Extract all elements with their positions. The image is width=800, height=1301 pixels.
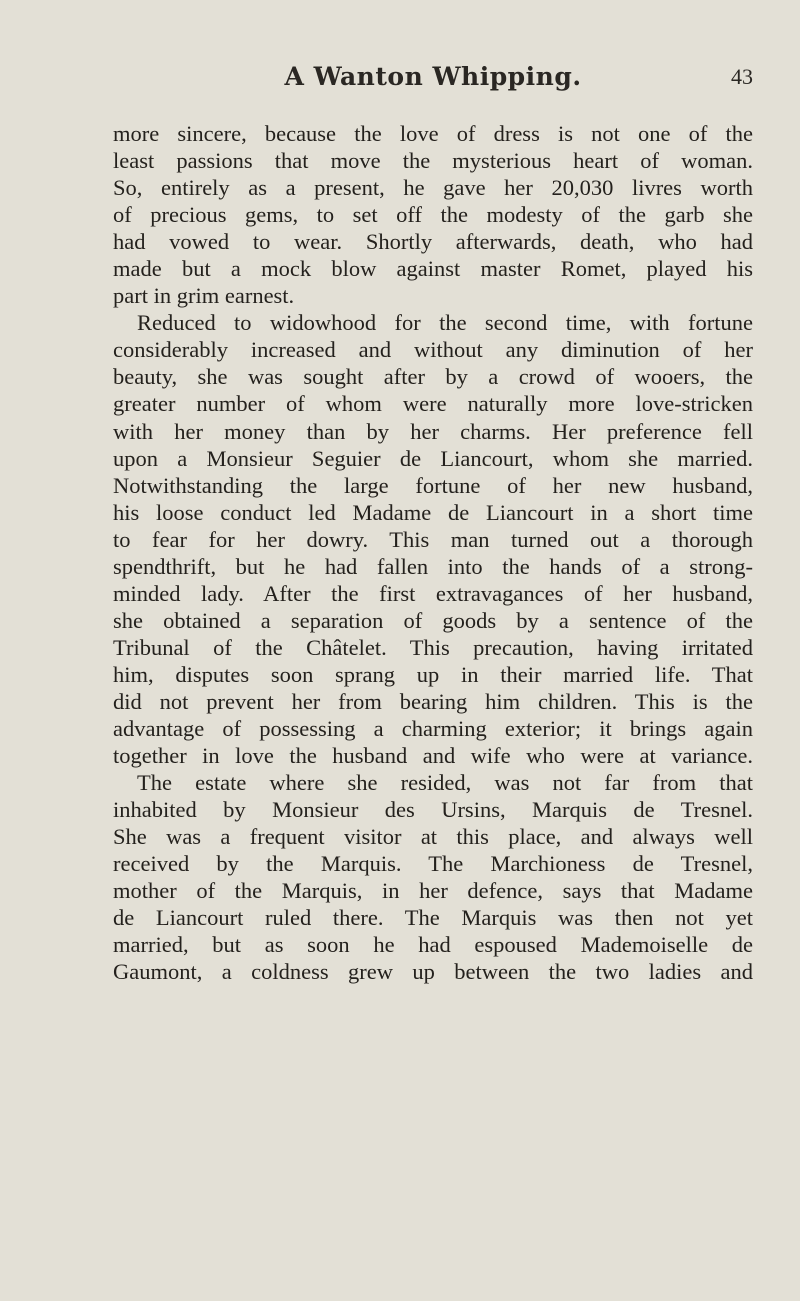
text-line: de Liancourt ruled there. The Marquis was then not yet bbox=[113, 905, 753, 931]
text-line: beauty, she was sought after by a crowd of wooers, the bbox=[113, 364, 753, 390]
page-number: 43 bbox=[731, 64, 753, 89]
text-line: part in grim earnest. bbox=[113, 283, 295, 309]
text-line: of precious gems, to set off the modesty of the garb she bbox=[113, 202, 753, 228]
text-line: made but a mock blow against master Romet, played his bbox=[113, 256, 753, 282]
text-line: to fear for her dowry. This man turned out a thorough bbox=[113, 526, 753, 552]
text-line: with her money than by her charms. Her preference fell bbox=[113, 418, 753, 444]
text-line: least passions that move the mysterious heart of woman. bbox=[113, 148, 753, 174]
text-line: received by the Marquis. The Marchioness de Tresnel, bbox=[113, 851, 753, 877]
text-line: She was a frequent visitor at this place, and always well bbox=[113, 824, 753, 850]
text-line: spendthrift, but he had fallen into the hands of a strong- bbox=[113, 553, 753, 579]
text-line: The estate where she resided, was not far from that bbox=[137, 770, 753, 796]
text-line: together in love the husband and wife who were at variance. bbox=[113, 743, 753, 769]
text-line: she obtained a separation of goods by a sentence of the bbox=[113, 607, 753, 633]
text-line: mother of the Marquis, in her defence, says that Madame bbox=[113, 878, 753, 904]
text-line: Gaumont, a coldness grew up between the two ladies and bbox=[113, 959, 753, 985]
text-line: minded lady. After the first extravagances of her husband, bbox=[113, 580, 753, 606]
body-text bbox=[113, 120, 753, 986]
text-line: Notwithstanding the large fortune of her new husband, bbox=[113, 472, 753, 498]
text-line: advantage of possessing a charming exterior; it brings again bbox=[113, 716, 753, 742]
text-line: upon a Monsieur Seguier de Liancourt, whom she married. bbox=[113, 445, 753, 471]
page-header bbox=[113, 62, 753, 102]
text-line: inhabited by Monsieur des Ursins, Marquis de Tresnel. bbox=[113, 797, 753, 823]
text-line: married, but as soon he had espoused Mademoiselle de bbox=[113, 932, 753, 958]
text-line: his loose conduct led Madame de Liancourt in a short time bbox=[113, 499, 753, 525]
text-line: So, entirely as a present, he gave her 20,030 livres worth bbox=[113, 175, 753, 201]
text-line: had vowed to wear. Shortly afterwards, death, who had bbox=[113, 229, 753, 255]
text-line: did not prevent her from bearing him children. This is the bbox=[113, 688, 753, 714]
text-line: Tribunal of the Châtelet. This precaution, having irritated bbox=[113, 634, 753, 660]
text-line: him, disputes soon sprang up in their married life. That bbox=[113, 661, 753, 687]
text-line: more sincere, because the love of dress is not one of the bbox=[113, 121, 753, 146]
text-line: greater number of whom were naturally more love-stricken bbox=[113, 391, 753, 417]
text-line: considerably increased and without any diminution of her bbox=[113, 337, 753, 363]
running-title: A Wanton Whipping. bbox=[284, 62, 582, 91]
text-line: Reduced to widowhood for the second time, with fortune bbox=[137, 310, 753, 336]
